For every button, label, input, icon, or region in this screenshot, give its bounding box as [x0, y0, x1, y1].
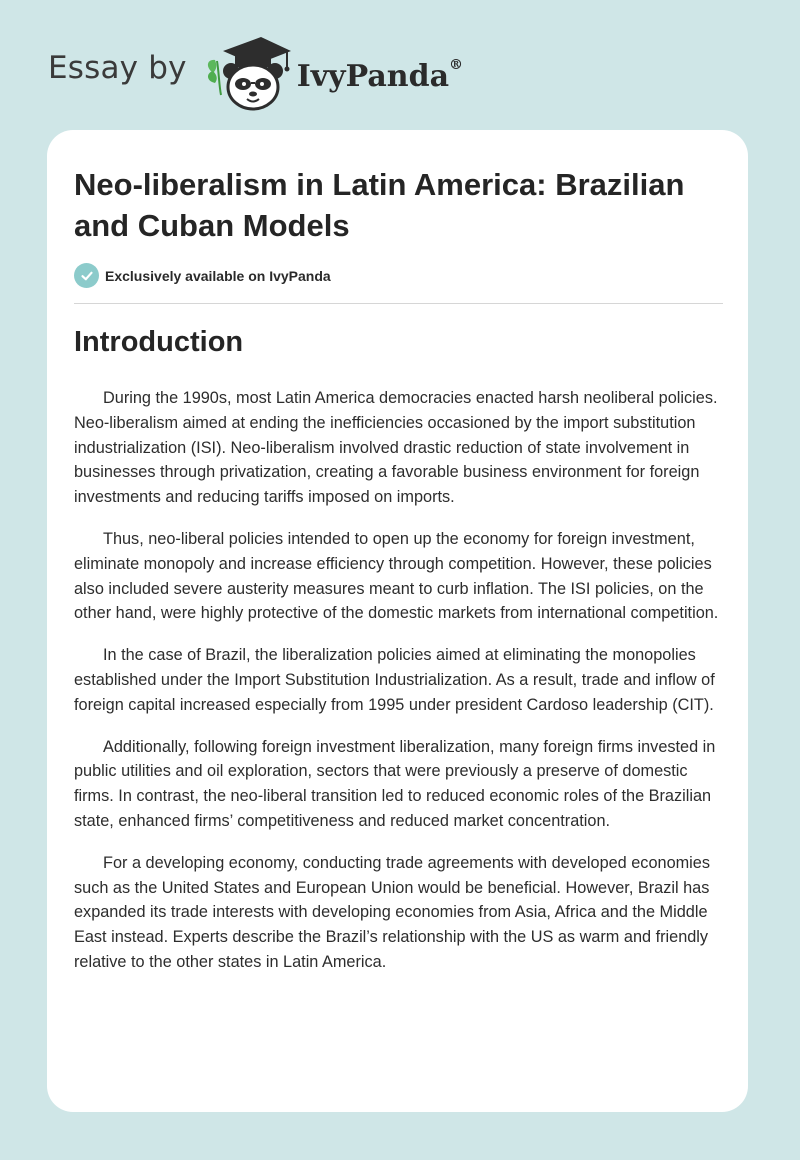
section-heading: Introduction [74, 326, 244, 358]
site-header [48, 28, 463, 118]
paragraph: Thus, neo-liberal policies intended to open up the economy for foreign investment, eliminate monopoly and increase efficiency through competition. However, these policies also included severe austerity measures meant to curb inflation. The ISI policies, on the other hand, were highly protective of the domestic markets from international competition. [74, 529, 719, 623]
article-body [74, 386, 724, 992]
article-card [47, 130, 748, 1112]
paragraph: During the 1990s, most Latin America democracies enacted harsh neoliberal policies. Neo-liberalism aimed at ending the inefficiencies occasioned by the import substitution industrialization (ISI). Neo-liberalism involved drastic reduction of state involvement in businesses through privatization, creating a favorable business environment for foreign investments and reducing tariffs imposed on imports. [74, 389, 718, 507]
divider [74, 303, 723, 304]
article-title: Neo-liberalism in Latin America: Brazilian and Cuban Models [74, 167, 685, 243]
paragraph: Additionally, following foreign investment liberalization, many foreign firms invested in public utilities and oil exploration, sectors that were previously a preserve of domestic firms. In contrast, the neo-liberal transition led to reduced economic roles of the Brazilian state, enhanced firms’ competitiveness and reduced market concentration. [74, 737, 716, 830]
badge-label: Exclusively available on IvyPanda [105, 267, 331, 284]
check-icon [74, 263, 99, 288]
panda-logo-icon[interactable] [203, 33, 295, 113]
paragraph: For a developing economy, conducting trade agreements with developed economies such as the United States and European Union would be beneficial. However, Brazil has expanded its trade interests with developing economies from Asia, Africa and the Middle East instead. Experts describe the Brazil’s relationship with the US as warm and friendly relative to the other states in Latin America. [74, 853, 710, 971]
paragraph: In the case of Brazil, the liberalization policies aimed at eliminating the monopolies established under the Import Substitution Industrialization. As a result, trade and inflow of foreign capital increased especially from 1995 under president Cardoso leadership (CIT). [74, 646, 715, 714]
brand-name[interactable] [296, 56, 464, 94]
essay-by-label: Essay by [48, 50, 187, 86]
exclusive-badge [74, 263, 331, 288]
registered-mark: ® [449, 56, 464, 73]
brand-label: IvyPanda [296, 58, 450, 94]
